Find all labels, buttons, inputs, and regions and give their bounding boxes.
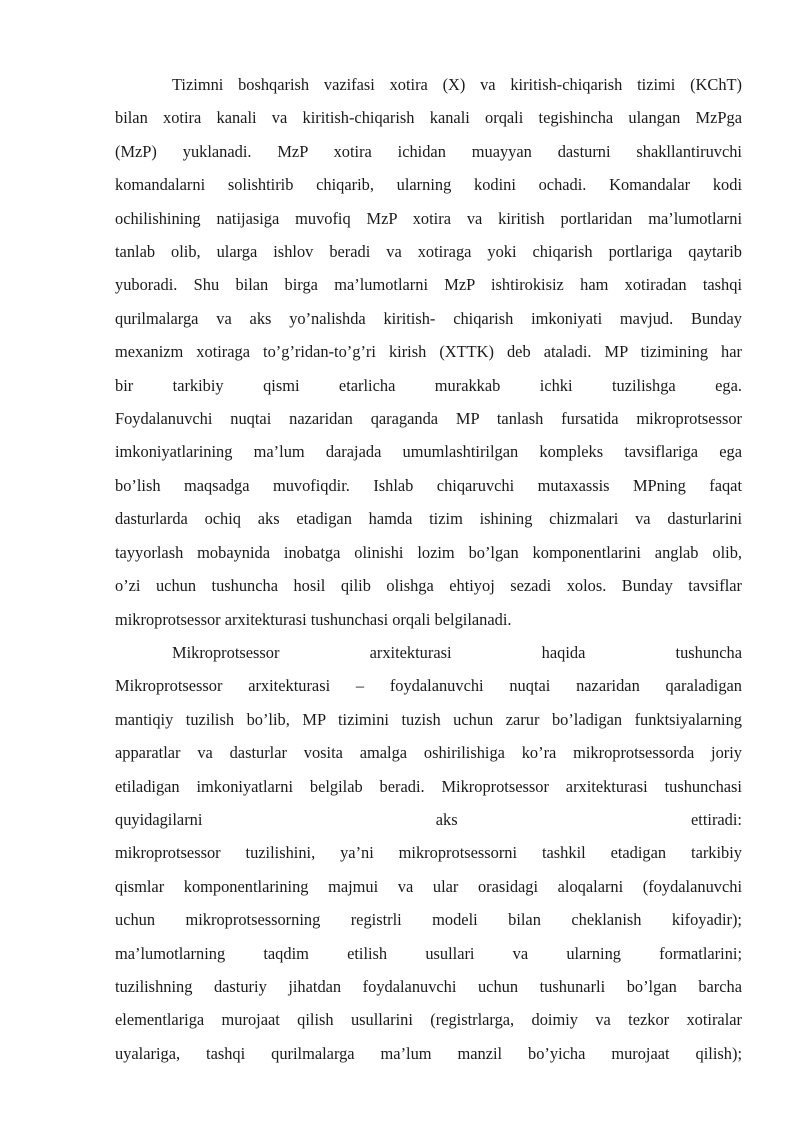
text-line: qismlar komponentlarining majmui va ular orasidagi aloqalarni (foydalanuvchi	[115, 876, 742, 896]
text-line: dasturlarda ochiq aks etadigan hamda tizim ishining chizmalari va dasturlarini	[115, 509, 742, 529]
text-line: elementlariga murojaat qilish usullarini (registrlarga, doimiy va tezkor xotiralar	[115, 1010, 742, 1030]
text-line: tayyorlash mobaynida inobatga olinishi lozim bo’lgan komponentlarini anglab olib,	[115, 542, 742, 562]
text-line: uyalariga, tashqi qurilmalarga ma’lum manzil bo’yicha murojaat qilish);	[115, 1043, 742, 1063]
section-heading-line: Mikroprotsessor arxitekturasi haqida tushuncha	[172, 642, 742, 662]
text-line: Tizimni boshqarish vazifasi xotira (X) va kiritish-chiqarish tizimi (KChT)	[172, 75, 742, 94]
text-line: apparatlar va dasturlar vosita amalga oshirilishiga ko’ra mikroprotsessorda joriy	[115, 743, 742, 763]
text-line: (MzP) yuklanadi. MzP xotira ichidan muayyan dasturni shakllantiruvchi	[115, 141, 742, 161]
text-line: uchun mikroprotsessorning registrli modeli bilan cheklanish kifoyadir);	[115, 910, 742, 930]
text-line: mikroprotsessor tuzilishini, ya’ni mikroprotsessorni tashkil etadigan tarkibiy	[115, 843, 742, 863]
text-line: quyidagilarni aks ettiradi:	[115, 809, 742, 829]
text-line: qurilmalarga va aks yo’nalishda kiritish- chiqarish imkoniyati mavjud. Bunday	[115, 308, 742, 328]
text-line: mexanizm xotiraga to’g’ridan-to’g’ri kirish (XTTK) deb ataladi. MP tizimining har	[115, 342, 742, 362]
document-page	[115, 68, 742, 1070]
text-line: yuboradi. Shu bilan birga ma’lumotlarni MzP ishtirokisiz ham xotiradan tashqi	[115, 275, 742, 295]
text-line: ma’lumotlarning taqdim etilish usullari va ularning formatlarini;	[115, 943, 742, 963]
paragraph-system-control	[115, 68, 742, 636]
text-line: etiladigan imkoniyatlarni belgilab beradi. Mikroprotsessor arxitekturasi tushunchasi	[115, 776, 742, 796]
text-line: bilan xotira kanali va kiritish-chiqarish kanali orqali tegishincha ulangan MzPga	[115, 108, 742, 128]
text-line: bo’lish maqsadga muvofiqdir. Ishlab chiqaruvchi mutaxassis MPning faqat	[115, 475, 742, 495]
text-line: Mikroprotsessor arxitekturasi – foydalanuvchi nuqtai nazaridan qaraladigan	[115, 676, 742, 696]
text-line: mikroprotsessor arxitekturasi tushunchasi orqali belgilanadi.	[115, 609, 512, 629]
text-line: Foydalanuvchi nuqtai nazaridan qaraganda MP tanlash fursatida mikroprotsessor	[115, 409, 742, 429]
text-line: mantiqiy tuzilish bo’lib, MP tizimini tuzish uchun zarur bo’ladigan funktsiyalarning	[115, 709, 742, 729]
text-line: komandalarni solishtirib chiqarib, ularning kodini ochadi. Komandalar kodi	[115, 175, 742, 195]
paragraph-architecture	[115, 636, 742, 1070]
text-line: bir tarkibiy qismi etarlicha murakkab ichki tuzilishga ega.	[115, 375, 742, 395]
text-line: o’zi uchun tushuncha hosil qilib olishga ehtiyoj sezadi xolos. Bunday tavsiflar	[115, 576, 742, 596]
text-line: imkoniyatlarining ma’lum darajada umumlashtirilgan kompleks tavsiflariga ega	[115, 442, 742, 462]
text-line: tuzilishning dasturiy jihatdan foydalanuvchi uchun tushunarli bo’lgan barcha	[115, 976, 742, 996]
text-line: tanlab olib, ularga ishlov beradi va xotiraga yoki chiqarish portlariga qaytarib	[115, 242, 742, 262]
text-line: ochilishining natijasiga muvofiq MzP xotira va kiritish portlaridan ma’lumotlarni	[115, 208, 742, 228]
